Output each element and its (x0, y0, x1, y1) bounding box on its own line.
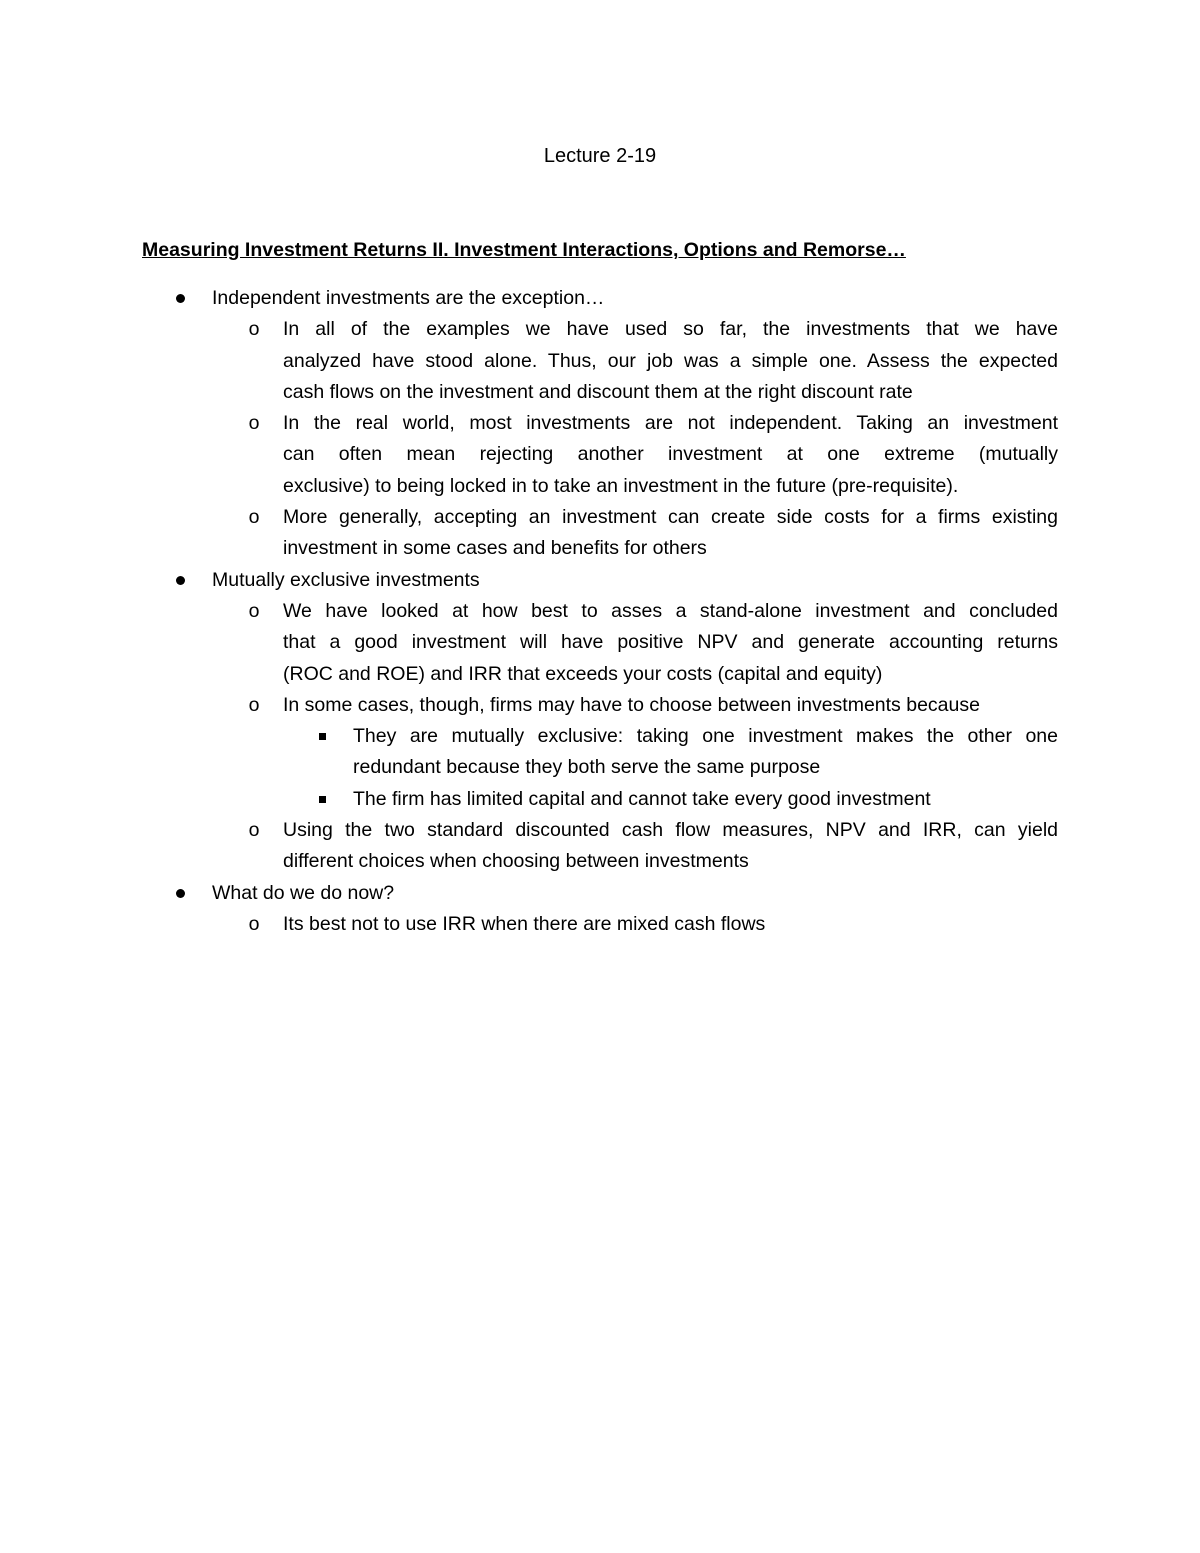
list-item (0, 752, 1200, 783)
list-item (0, 659, 1200, 690)
list-item (0, 346, 1200, 377)
list-item (0, 878, 1200, 909)
list-item (0, 565, 1200, 596)
list-item (0, 846, 1200, 877)
bullet-disc-icon (170, 283, 190, 314)
list-item-text: cash flows on the investment and discount them at the right discount rate (283, 380, 913, 403)
list-item (0, 909, 1200, 940)
list-item-text: Its best not to use IRR when there are mixed cash flows (283, 912, 766, 935)
list-item-text: (ROC and ROE) and IRR that exceeds your costs (capital and equity) (283, 662, 883, 685)
bullet-circle-icon: o (248, 912, 260, 935)
list-item-text: analyzed have stood alone. Thus, our job was a simple one. Assess the expected (283, 349, 1058, 372)
list-item (0, 596, 1200, 627)
list-item (0, 690, 1200, 721)
bullet-circle-icon: o (248, 318, 260, 341)
list-item-text: can often mean rejecting another investment at one extreme (mutually (283, 443, 1058, 466)
list-item-text: In the real world, most investments are not independent. Taking an investment (283, 412, 1058, 435)
list-item-text: In some cases, though, firms may have to choose between investments because (283, 693, 980, 716)
bullet-circle-icon: o (248, 693, 260, 716)
list-item (0, 408, 1200, 439)
list-item (0, 283, 1200, 314)
list-item-text: We have looked at how best to asses a stand-alone investment and concluded (283, 599, 1058, 622)
bullet-square-icon (312, 784, 332, 815)
list-item-text: investment in some cases and benefits for others (283, 537, 707, 560)
page-title: Lecture 2-19 (543, 145, 657, 167)
list-item-text: What do we do now? (212, 881, 395, 904)
list-item-text: that a good investment will have positive NPV and generate accounting returns (283, 631, 1058, 654)
bullet-circle-icon: o (248, 412, 260, 435)
list-item (0, 533, 1200, 564)
list-item-text: In all of the examples we have used so far, the investments that we have (283, 318, 1058, 341)
bullet-disc-icon (170, 878, 190, 909)
list-item (0, 439, 1200, 470)
bullet-disc-icon (176, 889, 185, 898)
bullet-disc-icon (176, 576, 185, 585)
list-item-text: redundant because they both serve the same purpose (353, 756, 821, 779)
bullet-square-icon (319, 796, 326, 803)
list-item (0, 627, 1200, 658)
list-item-text: different choices when choosing between investments (283, 850, 749, 873)
list-item-text: The firm has limited capital and cannot take every good investment (353, 787, 931, 810)
list-item (0, 721, 1200, 752)
bullet-circle-icon: o (248, 819, 260, 842)
outline-list (0, 283, 1200, 940)
list-item-text: More generally, accepting an investment can create side costs for a firms existing (283, 506, 1058, 529)
bullet-square-icon (312, 721, 332, 752)
list-item-text: Using the two standard discounted cash flow measures, NPV and IRR, can yield (283, 819, 1058, 842)
list-item-text: They are mutually exclusive: taking one investment makes the other one (353, 725, 1058, 748)
bullet-square-icon (319, 733, 326, 740)
section-heading: Measuring Investment Returns II. Investment Interactions, Options and Remorse… (142, 239, 906, 261)
list-item (0, 815, 1200, 846)
bullet-disc-icon (176, 294, 185, 303)
list-item-text: Independent investments are the exception… (212, 287, 605, 309)
bullet-disc-icon (170, 565, 190, 596)
bullet-circle-icon: o (248, 506, 260, 529)
list-item (0, 471, 1200, 502)
list-item-text: Mutually exclusive investments (212, 568, 480, 591)
list-item (0, 502, 1200, 533)
list-item (0, 377, 1200, 408)
list-item-text: exclusive) to being locked in to take an investment in the future (pre-requisite). (283, 474, 959, 497)
bullet-circle-icon: o (248, 599, 260, 622)
list-item (0, 314, 1200, 345)
list-item (0, 784, 1200, 815)
